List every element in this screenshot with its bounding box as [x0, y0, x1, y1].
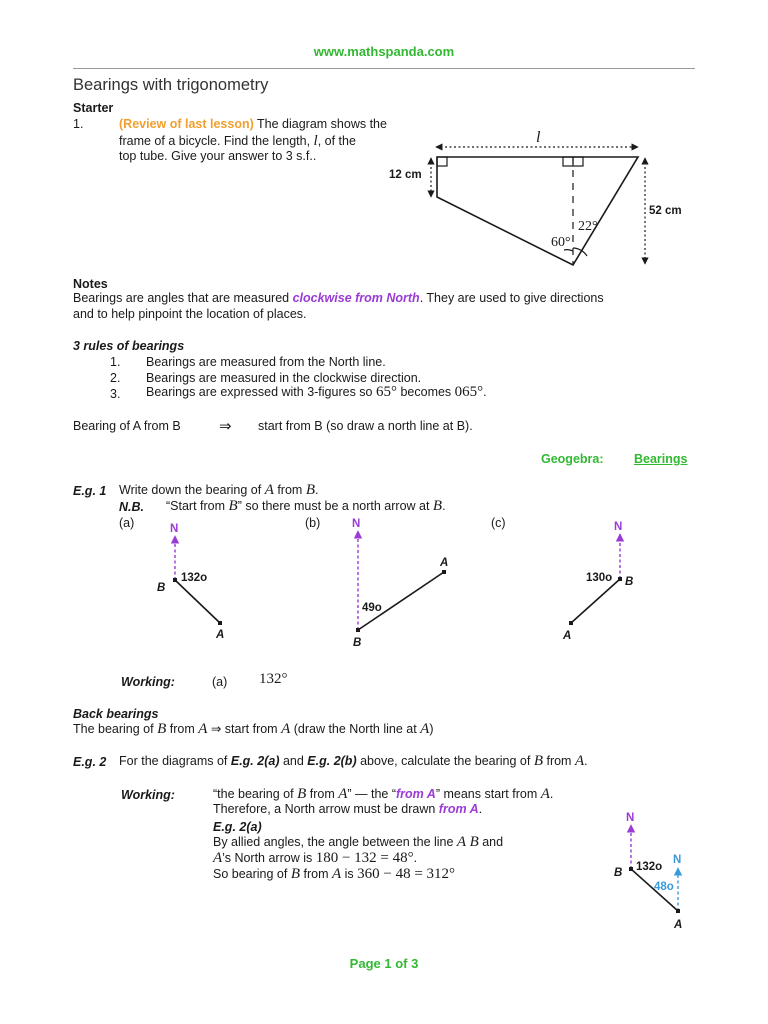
bearing-065: 065° — [454, 384, 484, 400]
back-text: from — [166, 722, 199, 736]
rule-1-text: Bearings are measured from the North line. — [146, 355, 386, 369]
angle-60-label: 60° — [551, 235, 571, 250]
starter-text-2a: frame of a bicycle. Find the length, — [119, 134, 314, 148]
point-b-label: B — [157, 582, 166, 594]
working-part-label: (a) — [212, 675, 228, 689]
point-a-label: A — [216, 629, 225, 641]
eg2-text: from — [543, 754, 575, 768]
var-a: A — [264, 482, 274, 498]
north-label: N — [170, 523, 179, 535]
angle-label: 132o — [181, 572, 208, 584]
left-length-label: 12 cm — [389, 169, 422, 181]
eg2-text: . — [584, 754, 588, 768]
back-text: ) — [429, 722, 434, 736]
var-a: A — [331, 866, 342, 882]
w-text: . — [413, 851, 418, 865]
right-length-label: 52 cm — [649, 205, 682, 217]
w-text: ” — the “ — [347, 787, 397, 801]
var-b: B — [297, 786, 307, 802]
starter-text-2b: , of the — [317, 134, 356, 148]
w-text: Therefore, a North arrow must be drawn — [213, 802, 439, 816]
rule-1-number: 1. — [110, 355, 121, 369]
part-a-label: (a) — [119, 516, 135, 530]
w-text: . — [549, 787, 554, 801]
var-b: B — [290, 866, 301, 882]
eg2-working-label: Working: — [121, 788, 175, 802]
notes-line-2: and to help pinpoint the location of places. — [73, 307, 307, 321]
var-a: A — [574, 753, 585, 769]
angle-22-label: 22° — [578, 219, 598, 234]
var-b: B — [305, 482, 315, 498]
rule-3-number: 3. — [110, 387, 121, 401]
point-a-label: A — [674, 919, 683, 931]
line-ab: A B — [456, 834, 479, 850]
length-variable: l — [313, 133, 318, 149]
top-tube-label: l — [536, 129, 541, 146]
w-text: ’s North arrow is — [222, 851, 316, 865]
rules-heading: 3 rules of bearings — [73, 339, 185, 353]
rule-3-text-c: . — [483, 385, 487, 399]
var-a: A — [281, 721, 291, 737]
rule-2-text: Bearings are measured in the clockwise direction. — [146, 371, 422, 385]
w-text: is — [341, 867, 358, 881]
from-a-emphasis: from A — [438, 802, 479, 816]
nb-text-c: . — [442, 499, 446, 513]
w-text: and — [478, 835, 504, 849]
angle-label: 130o — [586, 572, 613, 584]
w-text: from — [300, 867, 332, 881]
rule-3-text-a: Bearings are expressed with 3-figures so — [146, 385, 376, 399]
allied-angle-calc: 180 − 132 = 48° — [315, 850, 414, 866]
var-b: B — [533, 753, 543, 769]
angle-label: 49o — [362, 602, 382, 614]
point-b-label: B — [353, 637, 362, 649]
var-b: B — [228, 498, 238, 514]
site-link[interactable]: www.mathspanda.com — [313, 44, 455, 59]
w-text: So bearing of — [213, 867, 291, 881]
part-b-label: (b) — [305, 516, 321, 530]
w-text: “the bearing of — [213, 787, 298, 801]
w-text: ” means start from — [435, 787, 541, 801]
part-c-label: (c) — [491, 516, 506, 530]
eg2-ref: E.g. 2(a) — [230, 754, 280, 768]
eg2-text: and — [279, 754, 308, 768]
bearing-def-right: start from B (so draw a north line at B). — [258, 419, 473, 433]
clockwise-emphasis: clockwise from North — [292, 291, 420, 305]
eg2-text: For the diagrams of — [119, 754, 231, 768]
eg1-text: from — [273, 483, 306, 497]
w-text: By allied angles, the angle between the line — [213, 835, 457, 849]
review-label: (Review of last lesson) — [119, 117, 254, 131]
var-a: A — [198, 721, 208, 737]
geogebra-label: Geogebra: — [541, 452, 604, 466]
eg1-label: E.g. 1 — [73, 484, 107, 498]
page-number: Page 1 of 3 — [349, 956, 419, 971]
eg2a-sublabel: E.g. 2(a) — [213, 820, 262, 834]
bearing-def-left: Bearing of A from B — [73, 419, 181, 433]
notes-heading: Notes — [73, 277, 108, 291]
bearing-result: 360 − 48 = 312° — [357, 866, 456, 882]
point-b-label: B — [614, 867, 623, 879]
working-value: 132° — [259, 671, 288, 687]
nb-text-b: ” so there must be a north arrow at — [237, 499, 433, 513]
back-text: The bearing of — [73, 722, 158, 736]
var-a: A — [213, 850, 223, 866]
eg1-text: . — [314, 483, 319, 497]
nb-label: N.B. — [119, 500, 144, 514]
north-label-b: N — [626, 812, 635, 824]
working-label: Working: — [121, 675, 175, 689]
nb-text-a: “Start from — [166, 499, 229, 513]
w-text: from — [306, 787, 339, 801]
bearing-65: 65° — [375, 384, 397, 400]
rule-2-number: 2. — [110, 371, 121, 385]
eg2-label: E.g. 2 — [73, 755, 107, 769]
question-number: 1. — [73, 117, 84, 131]
var-b: B — [157, 721, 167, 737]
starter-heading: Starter — [73, 101, 114, 115]
north-label-a: N — [673, 854, 682, 866]
geogebra-bearings-link[interactable]: Bearings — [634, 452, 688, 466]
from-a-emphasis: from A — [396, 787, 436, 801]
implies-arrow: ⇒ — [219, 418, 232, 435]
starter-line-3: top tube. Give your answer to 3 s.f.. — [119, 149, 317, 163]
var-a: A — [540, 786, 550, 802]
back-text: ⇒ start from — [207, 722, 282, 736]
notes-text: Bearings are angles that are measured — [73, 291, 293, 305]
point-a-label: A — [563, 630, 572, 642]
eg1-text: Write down the bearing of — [119, 483, 265, 497]
point-a-label: A — [440, 557, 449, 569]
var-a: A — [338, 786, 348, 802]
page-title: Bearings with trigonometry — [73, 76, 269, 94]
point-b-label: B — [625, 576, 634, 588]
rule-3-text-b: becomes — [396, 385, 455, 399]
back-text: (draw the North line at — [290, 722, 421, 736]
starter-text-1: The diagram shows the — [257, 117, 387, 131]
north-label: N — [614, 521, 623, 533]
notes-text: . They are used to give directions — [419, 291, 604, 305]
angle-48-label: 48o — [654, 881, 674, 893]
north-label: N — [352, 518, 361, 530]
eg2-ref: E.g. 2(b) — [307, 754, 357, 768]
var-a: A — [420, 721, 430, 737]
w-text: . — [478, 802, 483, 816]
angle-132-label: 132o — [636, 861, 663, 873]
eg2-text: above, calculate the bearing of — [356, 754, 534, 768]
back-bearings-heading: Back bearings — [73, 707, 159, 721]
var-b: B — [432, 498, 443, 514]
